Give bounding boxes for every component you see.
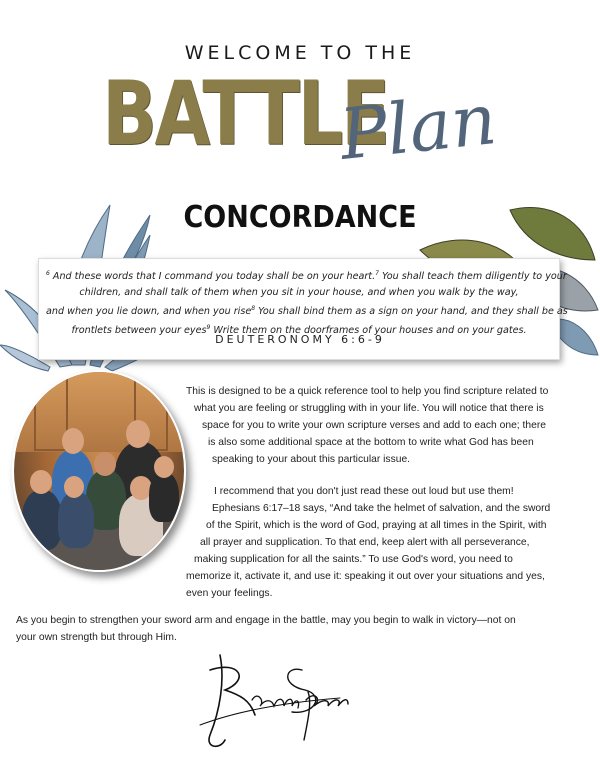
quote-segment: frontlets between your eyes <box>71 325 207 337</box>
quote-line: children, and shall talk of them when you sit in your house, and when you walk by the way, <box>79 287 519 299</box>
paragraph-line: what you are feeling or struggling with in your life. You will notice that there is <box>194 403 544 414</box>
paragraph-line: making supplication for all the saints.” To use God's word, you need to <box>194 554 513 565</box>
paragraph-line: I recommend that you don't just read these out loud but use them! <box>214 486 514 497</box>
paragraph-line: speaking to your about this particular issue. <box>212 454 411 465</box>
quote-segment: And these words that I command you today shall be on your heart. <box>49 271 376 283</box>
paragraph-line: Ephesians 6:17–18 says, “And take the helmet of salvation, and the sword <box>212 503 551 514</box>
recommendation-paragraph <box>186 483 566 602</box>
concordance-heading: CONCORDANCE <box>183 200 417 235</box>
scripture-quote-text <box>46 266 568 340</box>
verse-number: 9 <box>206 324 211 332</box>
paragraph-line: space for you to write your own scripture verses and add to each one; there <box>202 420 546 431</box>
verse-number: 8 <box>251 305 256 313</box>
verse-number: 6 <box>46 270 50 277</box>
quote-segment: and when you lie down, and when you rise <box>46 306 252 318</box>
paragraph-line: even your feelings. <box>186 588 273 599</box>
verse-number: 7 <box>375 270 379 277</box>
intro-paragraph <box>186 383 566 468</box>
paragraph-line: all prayer and supplication. To that end, keep alert with all perseverance, <box>200 537 530 548</box>
family-photo <box>12 370 186 572</box>
plan-script-title: Plan <box>336 78 501 176</box>
rebecca-spooner-signature <box>180 640 350 755</box>
welcome-heading: WELCOME TO THE <box>184 42 416 64</box>
scripture-reference: DEUTERONOMY 6:6-9 <box>215 333 385 346</box>
paragraph-line: is also some additional space at the bottom to write what God has been <box>208 437 534 448</box>
quote-segment: You shall bind them as a sign on your hand, and they shall be as <box>255 306 568 318</box>
quote-segment: You shall teach them diligently to your <box>378 271 567 283</box>
battle-title: BATTLE <box>102 62 388 165</box>
paragraph-line: memorize it, activate it, and use it: speaking it out over your situations and yes, <box>186 571 545 582</box>
paragraph-line: your own strength but through Him. <box>16 632 177 643</box>
paragraph-line: As you begin to strengthen your sword arm and engage in the battle, may you begin to walk in victory—not on <box>16 615 516 626</box>
quote-segment: Write them on the doorframes of your houses and on your gates. <box>210 325 527 337</box>
paragraph-line: This is designed to be a quick reference tool to help you find scripture related to <box>186 386 549 397</box>
paragraph-line: of the Spirit, which is the word of God, praying at all times in the Spirit, with <box>206 520 547 531</box>
